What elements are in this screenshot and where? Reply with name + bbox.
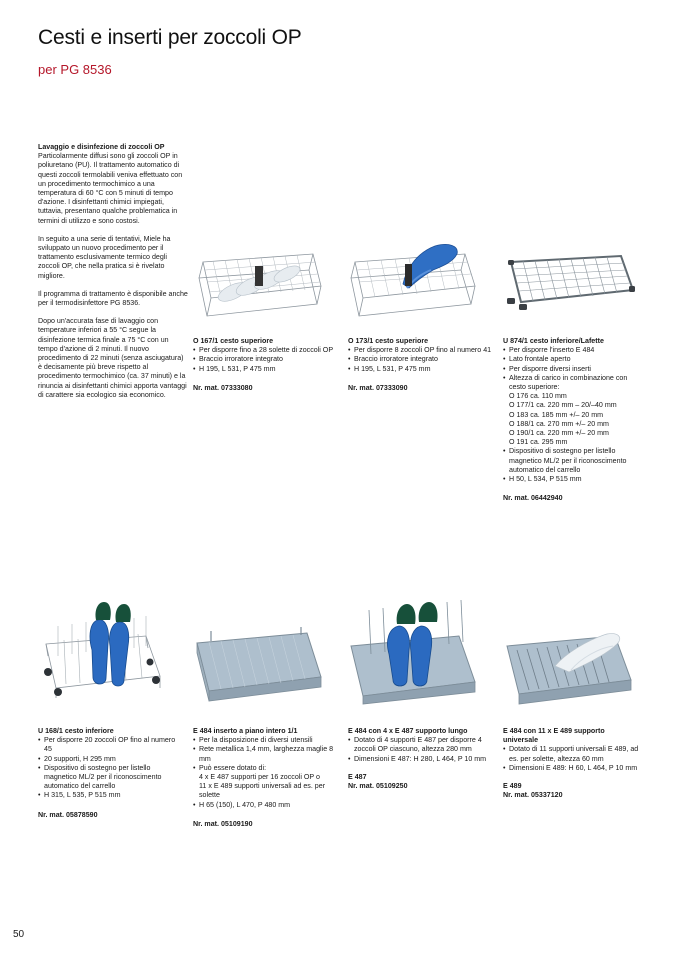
- product-bullet: • Per disporre 20 zoccoli OP fino al numero 45: [38, 736, 178, 754]
- product-e484: [193, 727, 335, 829]
- intro-paragraph: In seguito a una serie di tentativi, Miele ha sviluppato un nuovo procedimento per il trattamento esclusivamente termico degli zoccoli OP, che nella pratica si è rivelato migliore.: [38, 234, 171, 280]
- height-line: O 183 ca. 185 mm +/– 20 mm: [509, 410, 604, 419]
- product-bullet: • Dispositivo di sostegno per listello magnetico ML/2 per il riconoscimento automatico del carrello: [38, 764, 178, 792]
- intro-heading: Lavaggio e disinfezione di zoccoli OP: [38, 143, 165, 151]
- product-e484-e487: [348, 727, 490, 791]
- material-number: Nr. mat. 07333090: [348, 383, 408, 392]
- accessory-ref: E 489: [503, 782, 522, 791]
- product-bullet: • Può essere dotato di:: [193, 764, 335, 773]
- product-bullet: • Altezza di carico in combinazione con cesto superiore:: [503, 374, 641, 392]
- material-number: Nr. mat. 05878590: [38, 810, 98, 819]
- height-line: O 176 ca. 110 mm: [509, 392, 567, 401]
- product-e484-e489: [503, 727, 639, 800]
- product-bullet: • Per disporre l'inserto E 484: [503, 346, 641, 355]
- product-bullet: • Per disporre fino a 28 solette di zoccoli OP: [193, 346, 339, 355]
- product-bullet: • Rete metallica 1,4 mm, larghezza maglie 8 mm: [193, 745, 335, 763]
- page-subtitle: per PG 8536: [38, 62, 112, 77]
- product-bullet: • Per la disposizione di diversi utensili: [193, 736, 335, 745]
- product-image-e484-e487: [347, 594, 481, 706]
- product-bullet: • H 50, L 534, P 515 mm: [503, 475, 641, 484]
- height-line: O 177/1 ca. 220 mm – 20/–40 mm: [509, 401, 617, 410]
- option-line: 4 x E 487 supporti per 16 zoccoli OP o: [199, 773, 320, 782]
- product-bullet: • Lato frontale aperto: [503, 355, 641, 364]
- accessory-ref: E 487: [348, 772, 367, 781]
- product-bullet: • Dotato di 4 supporti E 487 per disporre 4 zoccoli OP ciascuno, altezza 280 mm: [348, 736, 490, 754]
- product-bullet: • H 65 (150), L 470, P 480 mm: [193, 801, 335, 810]
- product-title: O 167/1 cesto superiore: [193, 337, 274, 345]
- product-bullet: • Dotato di 11 supporti universali E 489, ad es. per solette, altezza 60 mm: [503, 745, 639, 763]
- product-u874: [503, 337, 641, 503]
- material-number: Nr. mat. 05109250: [348, 782, 408, 791]
- product-image-u168: [38, 596, 166, 704]
- product-title: E 484 inserto a piano intero 1/1: [193, 727, 298, 735]
- product-bullet: • 20 supporti, H 295 mm: [38, 755, 178, 764]
- intro-text: [38, 143, 188, 409]
- material-number: Nr. mat. 05337120: [503, 791, 563, 800]
- product-bullet: • Dimensioni E 487: H 280, L 464, P 10 mm: [348, 755, 490, 764]
- product-bullet: • Dimensioni E 489: H 60, L 464, P 10 mm: [503, 764, 639, 773]
- product-title: E 484 con 4 x E 487 supporto lungo: [348, 727, 468, 735]
- product-title: U 168/1 cesto inferiore: [38, 727, 114, 735]
- material-number: Nr. mat. 06442940: [503, 494, 563, 503]
- height-line: O 188/1 ca. 270 mm +/– 20 mm: [509, 419, 609, 428]
- intro-paragraph: Particolarmente diffusi sono gli zoccoli OP in poliuretano (PU). Il trattamento automatico di questi zoccoli termolabili veniva effettuato con un procedimento termochimico a una temperatura di 60 °C con 5 minuti di tempo d'azione. I disinfettanti chimici impiegati, tuttavia, presentano qualche problematica in termini di utilizzo e sono costosi.: [38, 152, 183, 225]
- product-bullet: • Dispositivo di sostegno per listello magnetico ML/2 per il riconoscimento automatico del carrello: [503, 447, 641, 475]
- product-bullet: • Per disporre diversi inserti: [503, 365, 641, 374]
- product-image-e484: [193, 627, 323, 703]
- product-image-u874: [503, 252, 635, 312]
- product-title: O 173/1 cesto superiore: [348, 337, 429, 345]
- product-o173: [348, 337, 494, 393]
- product-image-o173: [347, 240, 481, 320]
- product-bullet: • Braccio irroratore integrato: [193, 355, 339, 364]
- height-line: O 190/1 ca. 220 mm +/– 20 mm: [509, 429, 609, 438]
- product-bullet: • H 195, L 531, P 475 mm: [348, 365, 494, 374]
- height-line: O 191 ca. 295 mm: [509, 438, 568, 447]
- material-number: Nr. mat. 05109190: [193, 819, 253, 828]
- product-o167: [193, 337, 339, 393]
- intro-paragraph: Dopo un'accurata fase di lavaggio con temperature inferiori a 55 °C segue la disinfezione termica finale a 75 °C con un tempo d'azione di 2 minuti. Il nuovo procedimento di 22 minuti (senza asciugatura) è decisamente più breve rispetto al procedimento termochimico (ca. 37 minuti) e la rinuncia ai disinfettanti chimici apporta vantaggi di carattere sia ecologico sia economico.: [38, 317, 187, 399]
- product-u168: [38, 727, 178, 820]
- product-title: U 874/1 cesto inferiore/Lafette: [503, 337, 604, 345]
- intro-paragraph: Il programma di trattamento è disponibile anche per il termodisinfettore PG 8536.: [38, 289, 188, 308]
- product-title: E 484 con 11 x E 489 supporto universale: [503, 727, 605, 745]
- material-number: Nr. mat. 07333080: [193, 383, 253, 392]
- page-title: Cesti e inserti per zoccoli OP: [38, 26, 302, 49]
- option-line: 11 x E 489 supporti universali ad es. per solette: [199, 782, 326, 800]
- product-image-e484-e489: [503, 626, 635, 706]
- product-bullet: • Braccio irroratore integrato: [348, 355, 494, 364]
- product-bullet: • Per disporre 8 zoccoli OP fino al numero 41: [348, 346, 494, 355]
- product-bullet: • H 195, L 531, P 475 mm: [193, 365, 339, 374]
- product-image-o167: [193, 244, 325, 320]
- product-bullet: • H 315, L 535, P 515 mm: [38, 791, 178, 800]
- page-number: 50: [13, 929, 25, 940]
